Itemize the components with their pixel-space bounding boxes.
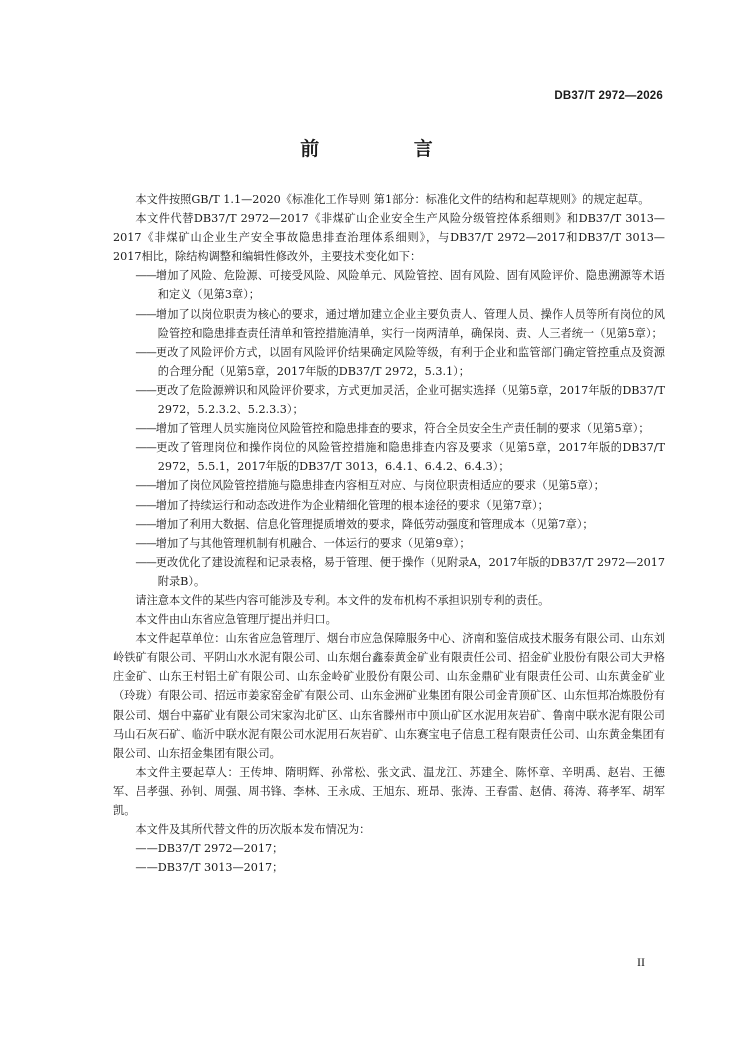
change-item: ——增加了持续运行和动态改进作为企业精细化管理的根本途径的要求（见第7章）； (135, 498, 549, 512)
intro-paragraph: 本文件代替DB37/T 2972—2017《非煤矿山企业安全生产风险分级管控体系细则》和DB37/T 3013—2017《非煤矿山企业生产安全事故隐患排查治理体系细则》，与DB37/T 2972—2017和DB37/T 3013—2017相比，除结构调整和编辑性修改外，主要技术变化如下： (113, 212, 665, 264)
change-item: ——增加了岗位风险管控措施与隐患排查内容相互对应、与岗位职责相适应的要求（见第5章）； (135, 479, 605, 493)
drafting-units-paragraph: 本文件起草单位：山东省应急管理厅、烟台市应急保障服务中心、济南和鉴信成技术服务有限公司、山东刘岭铁矿有限公司、平阴山水水泥有限公司、山东烟台鑫泰黄金矿业有限责任公司、招金矿业股份有限公司大尹格庄金矿、山东王村铝土矿有限公司、山东金岭矿业股份有限公司、山东金鼎矿业有限责任公司、山东黄金矿业（玲珑）有限公司、招远市姜家窑金矿有限公司、山东金洲矿业集团有限公司金青顶矿区、山东恒邦冶炼股份有限公司、烟台中嘉矿业有限公司宋家沟北矿区、山东省滕州市中顶山矿区水泥用灰岩矿、鲁南中联水泥有限公司马山石灰石矿、临沂中联水泥有限公司水泥用石灰岩矿、山东赛宝电子信息工程有限责任公司、山东黄金集团有限公司、山东招金集团有限公司。 (113, 632, 665, 760)
change-item: ——更改优化了建设流程和记录表格，易于管理、便于操作（见附录A，2017年版的DB37/T 2972—2017附录B）。 (135, 555, 665, 588)
document-code: DB37/T 2972—2026 (554, 90, 663, 102)
change-item: ——更改了风险评价方式，以固有风险评价结果确定风险等级，有利于企业和监管部门确定管控重点及资源的合理分配（见第5章，2017年版的DB37/T 2972，5.3.1）； (135, 345, 665, 378)
page-title: 前 言 (300, 138, 477, 160)
page-number: II (637, 955, 645, 969)
change-item: ——增加了利用大数据、信息化管理提质增效的要求，降低劳动强度和管理成本（见第7章）； (135, 517, 594, 531)
change-item: ——更改了管理岗位和操作岗位的风险管控措施和隐患排查内容及要求（见第5章，2017年版的DB37/T 2972，5.5.1，2017年版的DB37/T 3013，6.4.1、6.4.2、6.4.3）； (135, 441, 665, 474)
change-item: ——增加了管理人员实施岗位风险管控和隐患排查的要求，符合全员安全生产责任制的要求（见第5章）； (135, 422, 650, 436)
history-item: ——DB37/T 3013—2017； (135, 861, 284, 875)
change-item: ——增加了以岗位职责为核心的要求，通过增加建立企业主要负责人、管理人员、操作人员等所有岗位的风险管控和隐患排查责任清单和管控措施清单，实行一岗两清单，确保岗、责、人三者统一（见第5章）； (135, 307, 665, 340)
drafters-paragraph: 本文件主要起草人：王传坤、隋明辉、孙常松、张文武、温龙江、苏建全、陈怀章、辛明禹、赵岩、王德军、吕孝强、孙钊、周强、周书锋、李林、王永成、王旭东、班昂、张涛、王春雷、赵倩、蒋涛、蒋孝军、胡军凯。 (113, 765, 665, 817)
change-item: ——增加了风险、危险源、可接受风险、风险单元、风险管控、固有风险、固有风险评价、隐患溯源等术语和定义（见第3章）； (135, 269, 665, 302)
history-intro: 本文件及其所代替文件的历次版本发布情况为： (135, 823, 371, 837)
proposer-paragraph: 本文件由山东省应急管理厅提出并归口。 (135, 613, 337, 627)
intro-paragraph: 本文件按照GB/T 1.1—2020《标准化工作导则 第1部分：标准化文件的结构和起草规则》的规定起草。 (135, 193, 650, 206)
patent-notice: 请注意本文件的某些内容可能涉及专利。本文件的发布机构不承担识别专利的责任。 (135, 593, 550, 607)
change-item: ——更改了危险源辨识和风险评价要求，方式更加灵活，企业可据实选择（见第5章，2017年版的DB37/T 2972，5.2.3.2、5.2.3.3）； (135, 383, 665, 417)
foreword-body (113, 190, 665, 877)
change-item: ——增加了与其他管理机制有机融合、一体运行的要求（见第9章）； (135, 536, 471, 550)
history-item: ——DB37/T 2972—2017； (135, 842, 284, 856)
